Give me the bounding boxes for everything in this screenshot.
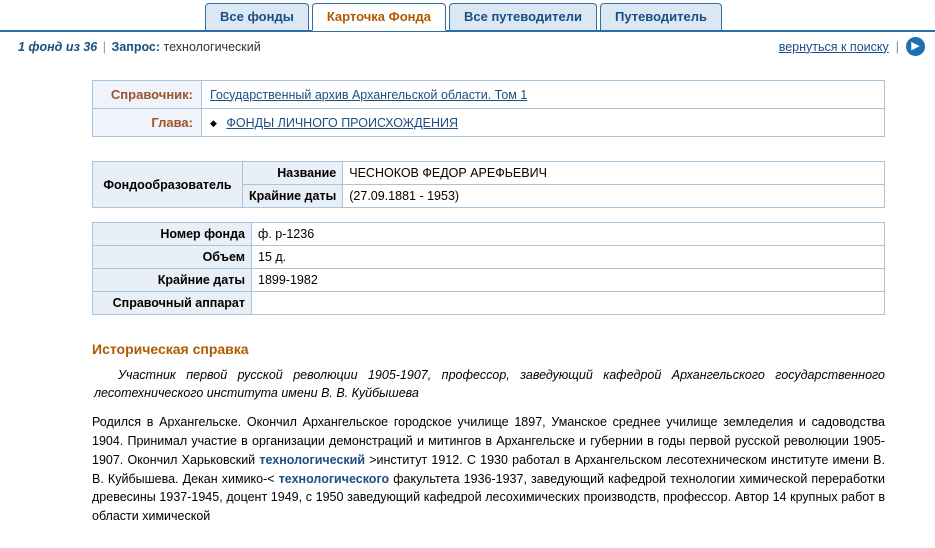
historical-note-body [92, 413, 885, 526]
historical-note-highlight-1: технологический [259, 452, 366, 467]
fund-fields-table [92, 222, 885, 315]
circle-arrow-right-icon[interactable]: ▶ [906, 37, 925, 56]
diamond-bullet-icon: ◆ [210, 117, 217, 128]
historical-note-title: Историческая справка [92, 341, 249, 357]
query-summary [18, 40, 261, 54]
query-actions [779, 37, 925, 56]
field-value-extreme-dates: 1899-1982 [252, 269, 885, 292]
guide-label: Справочник: [93, 81, 202, 109]
chapter-value-cell [202, 109, 885, 137]
table-row [93, 81, 885, 109]
field-value-reference-apparatus [252, 292, 885, 315]
field-label-extreme-dates: Крайние даты [93, 269, 252, 292]
query-bar [0, 32, 935, 58]
table-row [93, 109, 885, 137]
chapter-link[interactable]: ФОНДЫ ЛИЧНОГО ПРОИСХОЖДЕНИЯ [226, 115, 459, 130]
field-value-volume: 15 д. [252, 246, 885, 269]
field-label-fund-number: Номер фонда [93, 223, 252, 246]
table-row [93, 246, 885, 269]
guide-value-cell [202, 81, 885, 109]
query-separator: | [102, 39, 106, 54]
historical-note-body-part2: >институт 1912. С 1930 работал в Архангельском лесотехническом институте имени В. В. Куйбышева. Декан химико-< [92, 452, 885, 486]
creator-row-header: Фондообразователь [93, 162, 243, 208]
back-to-search-link[interactable]: вернуться к поиску [778, 39, 889, 54]
field-label-volume: Объем [93, 246, 252, 269]
historical-note-highlight-2: технологического [278, 471, 390, 486]
action-divider: | [895, 39, 899, 54]
tab-all-guides[interactable]: Все путеводители [449, 3, 597, 30]
historical-note-section [92, 341, 885, 526]
field-label-reference-apparatus: Справочный аппарат [93, 292, 252, 315]
guide-header-table [92, 80, 885, 137]
table-row [93, 223, 885, 246]
historical-note-body-part1: Родился в Архангельске. Окончил Архангельское городское училище 1897, Уманское среднее училище земледелия и садоводства 1904. Принимал участие в организации демонстраций и митингов в Архангельске и губернии в годы первой русской революции 1905-1907. Окончил Харьковский [92, 415, 885, 467]
historical-note-lead: Участник первой русской революции 1905-1907, профессор, заведующий кафедрой Архангельского государственного лесотехнического института имени В. В. Куйбышева [94, 368, 885, 401]
chapter-label: Глава: [93, 109, 202, 137]
tab-guide[interactable]: Путеводитель [600, 3, 722, 30]
query-label: Запрос: [111, 39, 161, 54]
content-area [0, 80, 935, 526]
tab-bar [0, 0, 935, 32]
table-row [93, 269, 885, 292]
creator-name-label: Название [243, 162, 343, 185]
tab-fund-card[interactable]: Карточка Фонда [312, 3, 446, 31]
guide-link[interactable]: Государственный архив Архангельской области. Том 1 [210, 87, 528, 102]
fund-creator-table [92, 161, 885, 208]
historical-note-body-part3: факультета 1936-1937, заведующий кафедрой технологии химической переработки древесины 1937-1945, доцент 1949, с 1950 заведующий кафедрой лесохимических производств, профессор. Автор 14 крупных работ в области химической [92, 471, 885, 523]
table-row [93, 162, 885, 185]
creator-dates-value: (27.09.1881 - 1953) [343, 185, 885, 208]
creator-dates-label: Крайние даты [243, 185, 343, 208]
result-count: 1 фонд из 36 [18, 39, 98, 54]
query-value: технологический [163, 39, 261, 54]
table-row [93, 292, 885, 315]
creator-name-value: ЧЕСНОКОВ ФЕДОР АРЕФЬЕВИЧ [343, 162, 885, 185]
field-value-fund-number: ф. р-1236 [252, 223, 885, 246]
tab-all-funds[interactable]: Все фонды [205, 3, 309, 30]
